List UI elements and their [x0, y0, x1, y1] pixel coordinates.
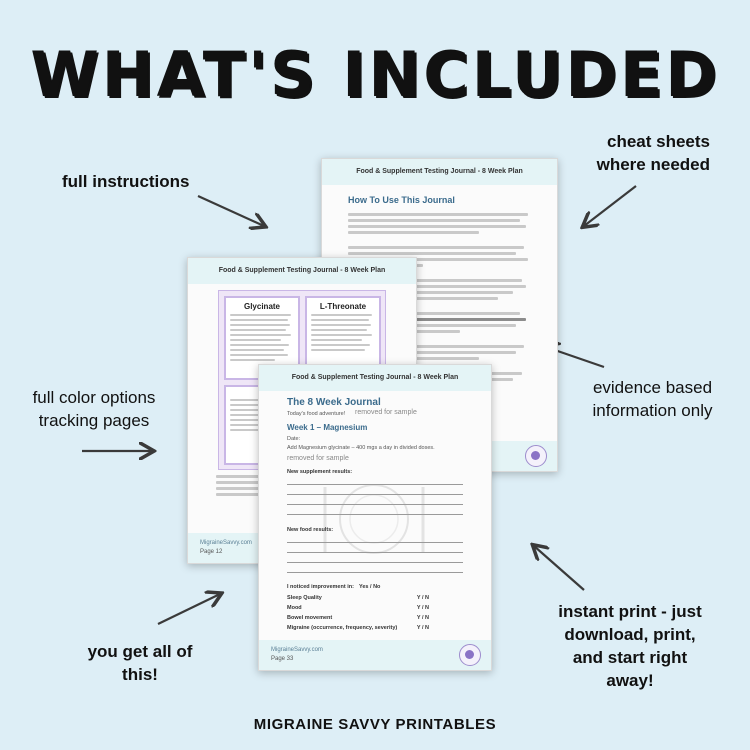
plate-watermark-icon [309, 477, 439, 561]
journal-heading: The 8 Week Journal [287, 397, 381, 408]
metric-row [287, 605, 467, 615]
metric-list [287, 595, 467, 635]
callout-you-get-line1: you get all of [87, 642, 193, 661]
page-8-week-journal [258, 364, 492, 671]
callout-full-color-line2: tracking pages [38, 411, 150, 430]
callout-cheat-sheets-line1: cheat sheets [607, 132, 710, 151]
callout-evidence-line2: information only [592, 401, 713, 420]
metric-row [287, 625, 467, 635]
page-title: WHAT'S INCLUDED [30, 38, 720, 111]
metric-value: Y / N [416, 605, 429, 611]
adventure-label: Today's food adventure! [287, 411, 346, 417]
metric-value: Y / N [416, 625, 429, 631]
footer-site: MigraineSavvy.com [271, 647, 323, 653]
callout-full-instructions: full instructions [62, 172, 190, 191]
arrow-full-instructions [198, 196, 264, 226]
removed-notice: removed for sample [355, 409, 417, 416]
footer-site: MigraineSavvy.com [200, 540, 252, 546]
page-footer [259, 640, 491, 670]
brand-name: MIGRAINE SAVVY PRINTABLES [253, 716, 497, 733]
metric-name: Bowel movement [287, 615, 333, 621]
metric-row [287, 595, 467, 605]
how-to-use-heading: How To Use This Journal [348, 195, 455, 205]
page-header: Food & Supplement Testing Journal - 8 Week Plan [188, 258, 416, 284]
metric-row [287, 615, 467, 625]
callout-evidence-line1: evidence based [592, 378, 713, 397]
arrow-instant-print [534, 546, 584, 590]
callout-instant-line3: and start right [572, 648, 688, 667]
footer-page-number: Page 33 [271, 656, 294, 662]
yes-no-label: Yes / No [359, 584, 381, 590]
metric-name: Mood [287, 605, 302, 611]
page-header: Food & Supplement Testing Journal - 8 Week Plan [259, 365, 491, 391]
page-header: Food & Supplement Testing Journal - 8 Week Plan [322, 159, 557, 185]
callout-cheat-sheets-line2: where needed [596, 155, 710, 174]
callout-instant-line4: away! [606, 671, 654, 690]
brand-logo-icon [459, 644, 481, 666]
new-supplement-label: New supplement results: [287, 469, 353, 475]
card-glycinate-title: Glycinate [243, 302, 280, 311]
arrow-you-get [158, 594, 220, 624]
metric-value: Y / N [416, 595, 429, 601]
new-food-label: New food results: [287, 527, 334, 533]
metric-value: Y / N [416, 615, 429, 621]
removed-notice: removed for sample [287, 455, 349, 462]
date-label: Date: [287, 436, 301, 442]
footer-page-number: Page 12 [200, 549, 223, 555]
card-l-threonate-title: L-Threonate [319, 302, 367, 311]
dosage-line: Add Magnesium glycinate – 400 mgs a day in divided doses. [287, 445, 435, 451]
metric-name: Migraine (occurrence, frequency, severity) [287, 625, 398, 631]
metric-name: Sleep Quality [287, 595, 322, 601]
callout-you-get-line2: this! [122, 665, 158, 684]
callout-instant-line2: download, print, [564, 625, 696, 644]
arrow-cheat-sheets [584, 186, 636, 226]
brand-logo-icon [525, 445, 547, 467]
week-heading: Week 1 – Magnesium [287, 423, 368, 432]
callout-instant-line1: instant print - just [558, 602, 702, 621]
callout-full-color-line1: full color options [32, 388, 156, 407]
noticed-label: I noticed improvement in: [287, 584, 354, 590]
